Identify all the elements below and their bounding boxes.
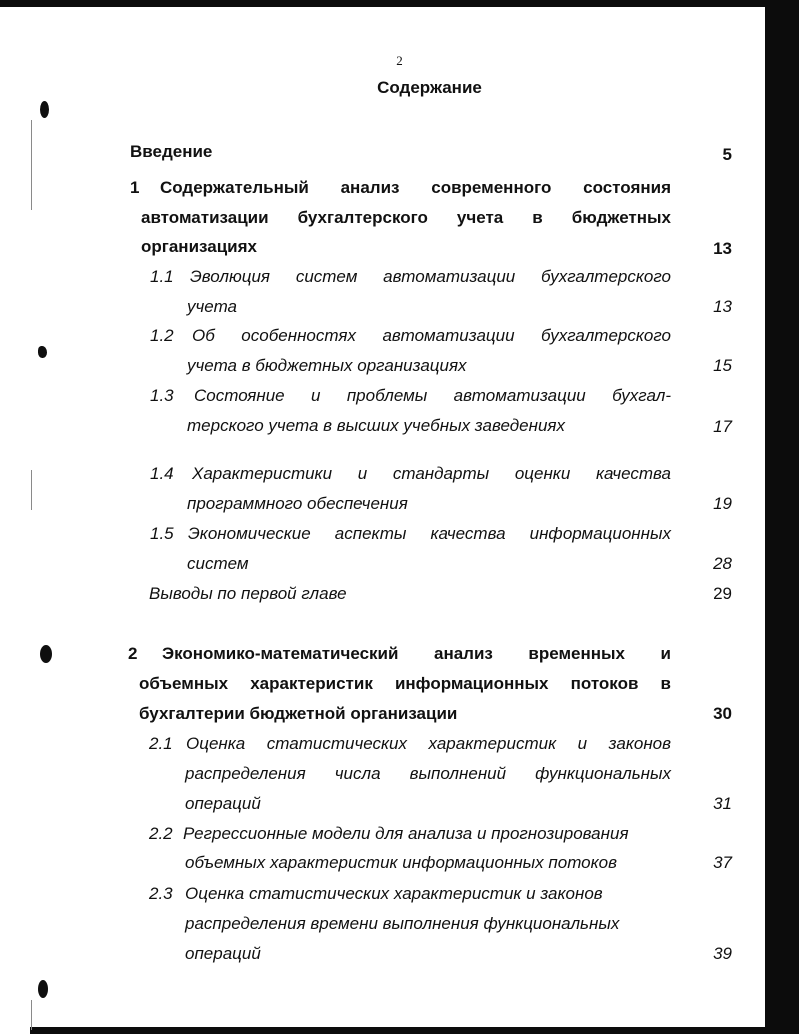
toc-intro-title: Введение [130,142,213,161]
punch-hole-mark [38,346,47,358]
page-title: Содержание [377,78,482,97]
toc-section-title-line: распределения числа выполнений функциональных [185,764,671,783]
toc-section-title-line: операций [185,794,261,813]
toc-section-page: 39 [713,944,732,963]
toc-section-page: 31 [713,794,732,813]
toc-section-page: 28 [713,554,732,573]
toc-chapter1-page: 13 [713,239,732,258]
toc-chapter2-title-line: объемных характеристик информационных потоков в [139,674,671,693]
toc-section-number: 1.4 [150,464,174,483]
toc-chapter2-title-line: бухгалтерии бюджетной организации [139,704,458,723]
toc-section-title-line: распределения времени выполнения функциональных [185,914,620,933]
toc-section-page: 13 [713,297,732,316]
toc-section-title-line: Эволюция систем автоматизации бухгалтерского [190,267,671,286]
scan-left-edge [31,120,32,210]
toc-section-title-line: систем [187,554,249,573]
toc-section-title-line: Оценка статистических характеристик и законов [186,734,671,753]
toc-section-title-line: программного обеспечения [187,494,408,513]
toc-section-number: 2.1 [149,734,173,753]
scan-left-edge [31,470,32,510]
punch-hole-mark [40,645,52,663]
punch-hole-mark [38,980,48,998]
toc-section-number: 2.3 [149,884,173,903]
toc-section-title-line: Об особенностях автоматизации бухгалтерского [192,326,671,345]
punch-hole-mark [40,101,49,118]
scan-top-border [0,0,799,7]
toc-chapter1-number: 1 [130,178,140,197]
scan-left-edge [31,1000,32,1030]
toc-section-number: 1.3 [150,386,174,405]
toc-section-page: 37 [713,853,732,872]
toc-chapter1-title-line: Содержательный анализ современного состояния [160,178,671,197]
toc-section-title-line: учета [187,297,237,316]
page-number: 2 [396,53,403,68]
toc-section-title-line: терского учета в высших учебных заведениях [187,416,565,435]
toc-chapter2-number: 2 [128,644,138,663]
toc-chapter1-title-line: автоматизации бухгалтерского учета в бюджетных [141,208,671,227]
toc-section-title-line: Состояние и проблемы автоматизации бухгал- [194,386,671,405]
scan-right-border [765,0,799,1034]
toc-section-number: 1.1 [150,267,174,286]
toc-chapter2-title-line: Экономико-математический анализ временных и [162,644,671,663]
toc-section-title-line: Оценка статистических характеристик и законов [185,884,603,903]
toc-section-title-line: объемных характеристик информационных потоков [185,853,617,872]
toc-section-page: 15 [713,356,732,375]
toc-section-number: 1.5 [150,524,174,543]
toc-section-title-line: операций [185,944,261,963]
toc-section-title-line: Регрессионные модели для анализа и прогнозирования [183,824,629,843]
toc-conclusions-title: Выводы по первой главе [149,584,347,603]
toc-intro-page: 5 [722,145,732,164]
toc-section-title-line: учета в бюджетных организациях [187,356,467,375]
toc-section-title-line: Экономические аспекты качества информационных [188,524,671,543]
toc-chapter2-page: 30 [713,704,732,723]
toc-section-number: 2.2 [149,824,173,843]
toc-section-title-line: Характеристики и стандарты оценки качества [192,464,671,483]
toc-section-page: 17 [713,417,732,436]
toc-chapter1-title-line: организациях [141,237,257,256]
toc-section-page: 19 [713,494,732,513]
toc-conclusions-page: 29 [713,584,732,603]
toc-section-number: 1.2 [150,326,174,345]
scan-bottom-border [30,1027,770,1034]
